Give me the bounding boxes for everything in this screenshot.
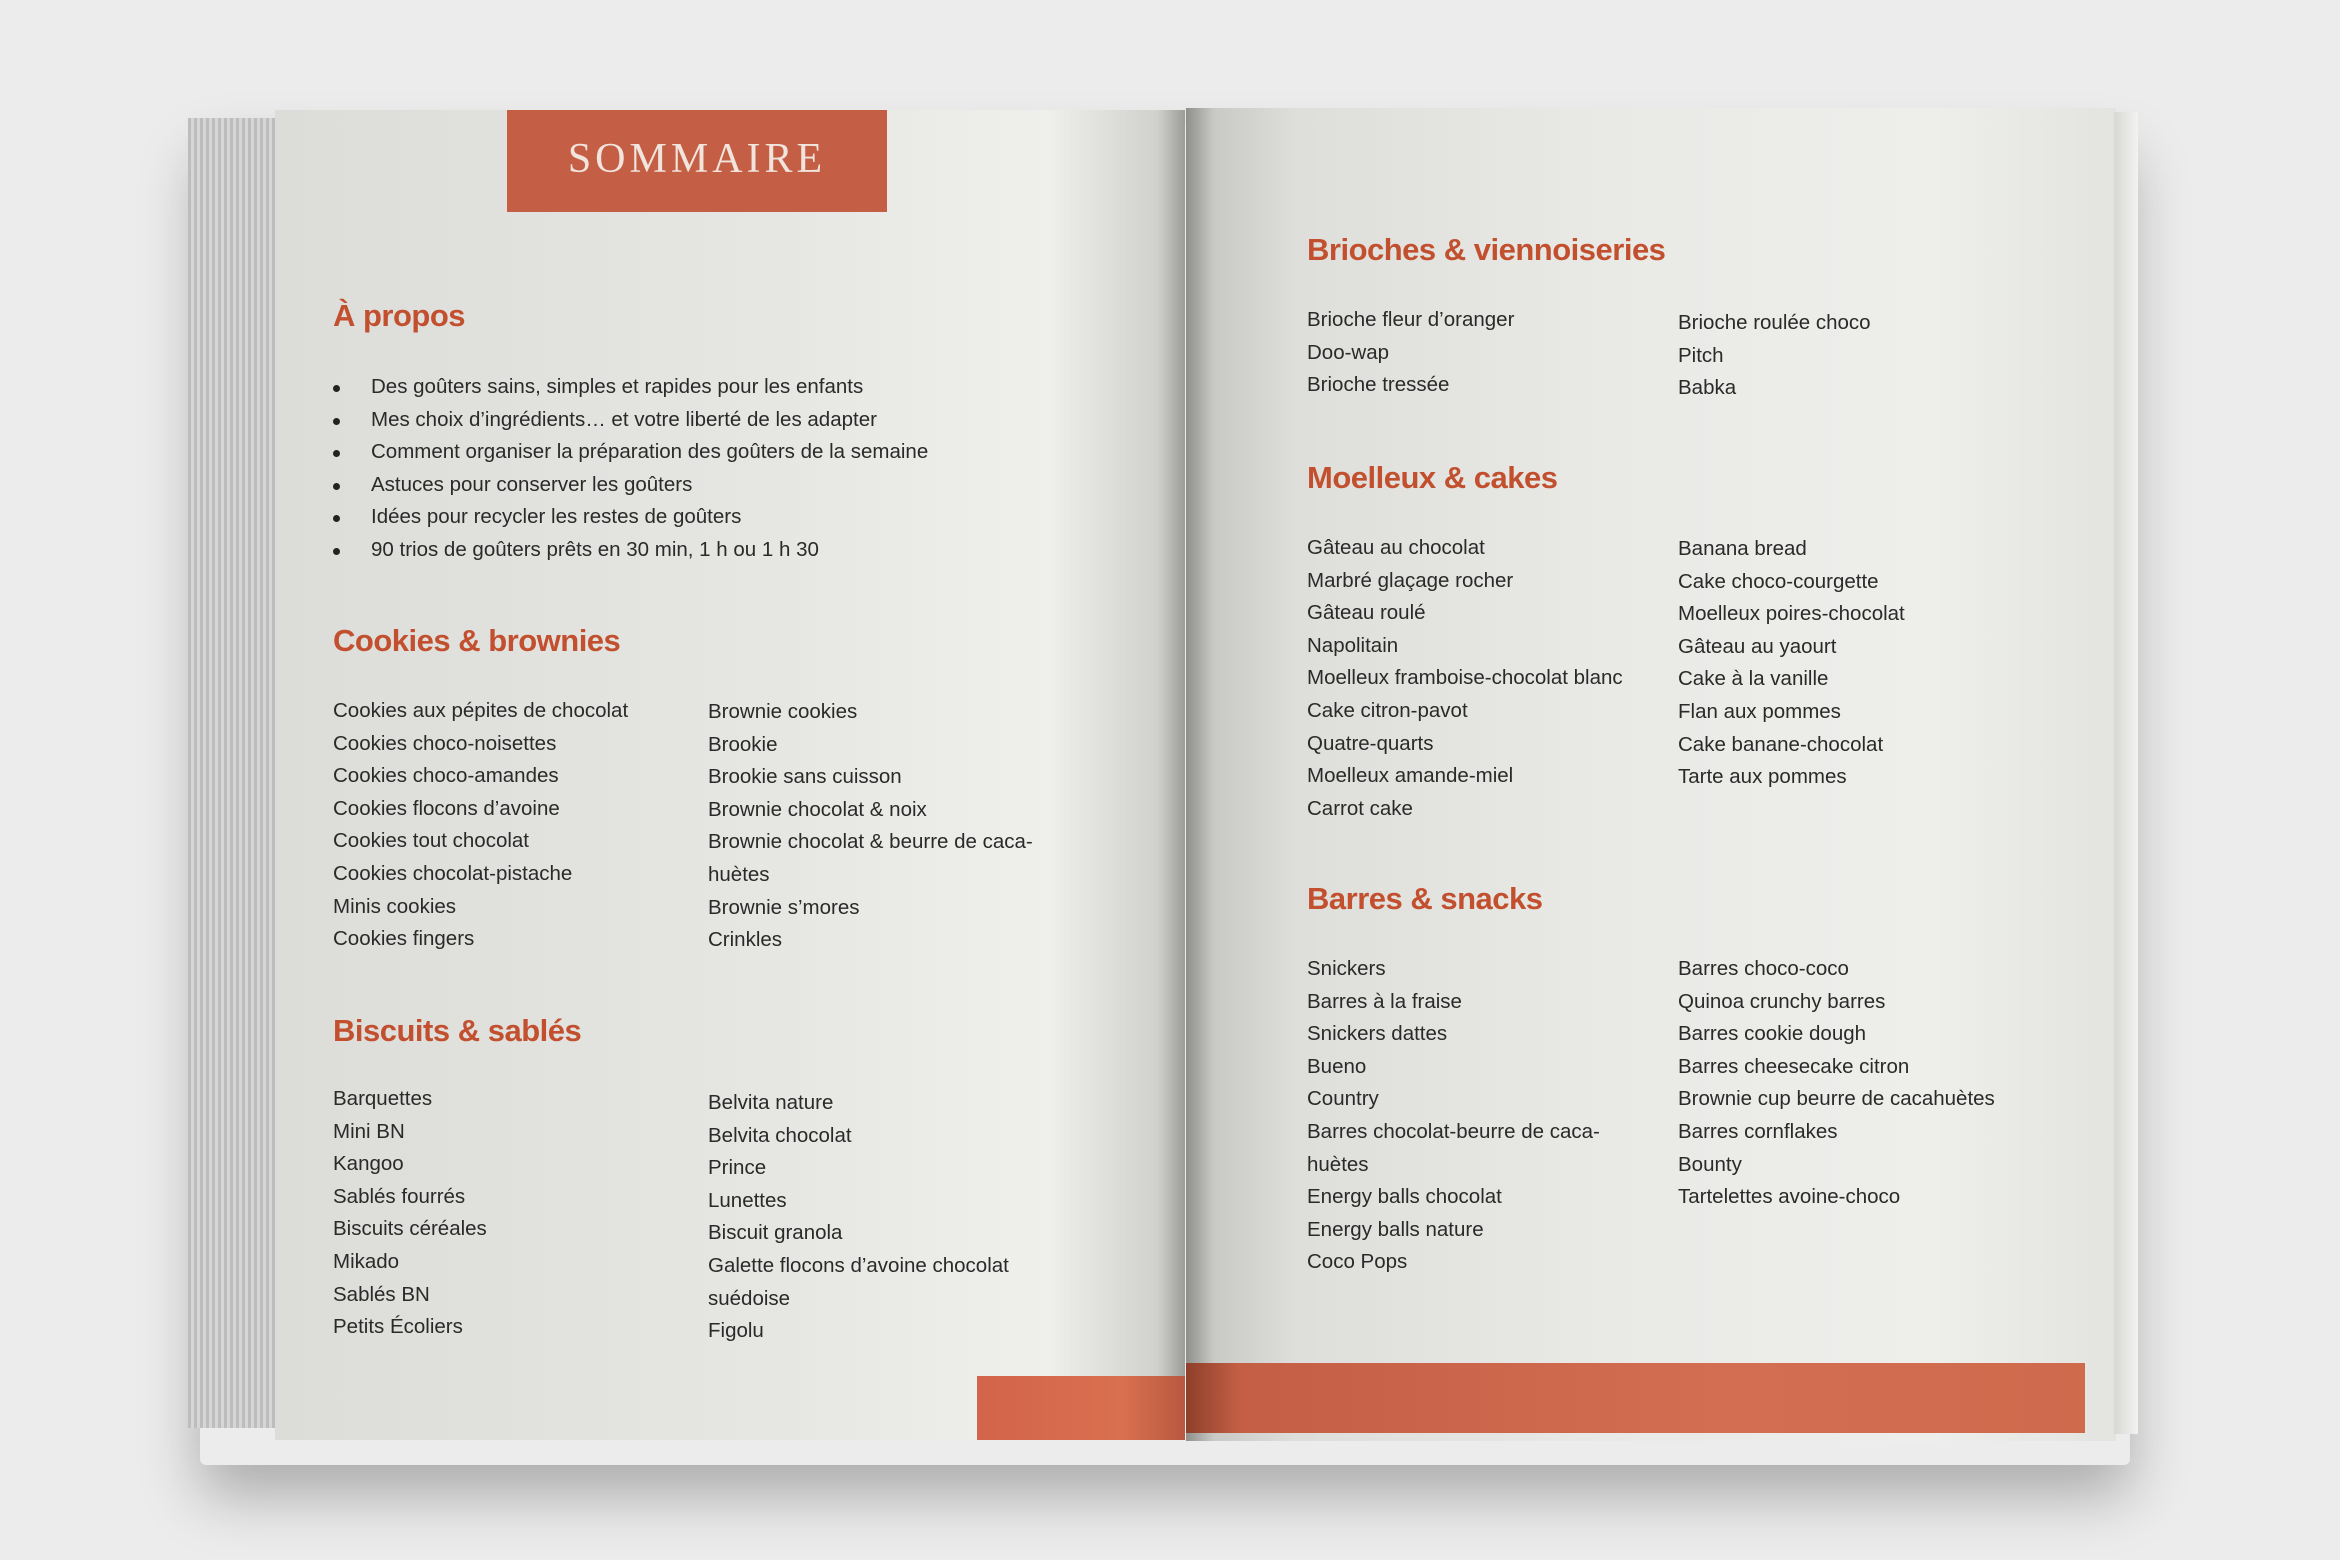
section-apropos — [333, 298, 465, 334]
list-item: Galette flocons d’avoine chocolat — [708, 1253, 1009, 1277]
list-item: Barres chocolat-beurre de caca- — [1307, 1119, 1600, 1143]
page-stack-edge — [188, 118, 288, 1428]
list-item: Moelleux poires-chocolat — [1678, 602, 1905, 626]
section-heading-brioches: Brioches & viennoiseries — [1307, 232, 1666, 267]
list-item: Barres cookie dough — [1678, 1022, 1867, 1046]
list-item: Cookies choco-noisettes — [333, 731, 557, 755]
list-item: Cake choco-courgette — [1678, 569, 1879, 593]
barres-col-2 — [1678, 957, 1995, 1218]
list-item: Banana bread — [1678, 537, 1807, 560]
list-item: Barquettes — [333, 1087, 433, 1110]
list-item: Cookies fingers — [333, 927, 475, 951]
list-item: Cookies flocons d’avoine — [333, 796, 560, 820]
list-item: Sablés fourrés — [333, 1184, 466, 1208]
list-item: Biscuits céréales — [333, 1217, 487, 1241]
list-item: Barres cornflakes — [1678, 1119, 1838, 1143]
list-item: Cake citron-pavot — [1307, 698, 1468, 722]
list-item: Brioche tressée — [1307, 373, 1450, 397]
list-item: Belvita nature — [708, 1091, 834, 1114]
list-item: Marbré glaçage rocher — [1307, 568, 1514, 592]
barres-col-1 — [1307, 957, 1600, 1283]
list-item: Astuces pour conserver les goûters — [333, 473, 928, 506]
section-cookies — [333, 623, 620, 659]
list-item: Cookies chocolat-pistache — [333, 861, 573, 885]
list-item: Brioche roulée choco — [1678, 311, 1871, 334]
section-heading-apropos: À propos — [333, 298, 466, 333]
list-item: Barres cheesecake citron — [1678, 1054, 1910, 1078]
list-item: Brioche fleur d’oranger — [1307, 308, 1515, 331]
cookies-col-1 — [333, 699, 628, 960]
list-item: Mes choix d’ingrédients… et votre liberté de les adapter — [333, 408, 928, 441]
list-item: Quinoa crunchy barres — [1678, 989, 1886, 1013]
section-barres — [1307, 881, 1543, 917]
section-heading-barres: Barres & snacks — [1307, 881, 1543, 916]
list-item: Cake banane-chocolat — [1678, 732, 1884, 756]
list-item: huètes — [708, 862, 770, 886]
list-item: Babka — [1678, 376, 1737, 400]
brioches-col-1 — [1307, 308, 1514, 406]
right-page — [1186, 108, 2116, 1441]
section-moelleux — [1307, 460, 1557, 496]
list-item: Snickers dattes — [1307, 1022, 1448, 1046]
list-item: Figolu — [708, 1319, 764, 1343]
right-page-edge — [2114, 112, 2138, 1434]
list-item: Snickers — [1307, 957, 1386, 980]
list-item: Energy balls nature — [1307, 1217, 1484, 1241]
list-item: Barres à la fraise — [1307, 989, 1462, 1013]
list-item: Coco Pops — [1307, 1250, 1408, 1274]
list-item: Tarte aux pommes — [1678, 765, 1847, 789]
list-item: Cookies aux pépites de chocolat — [333, 699, 629, 722]
cookies-col-2 — [708, 700, 1033, 961]
list-item: Brownie cookies — [708, 700, 858, 723]
list-item: Mini BN — [333, 1119, 405, 1143]
list-item: Tartelettes avoine-choco — [1678, 1185, 1901, 1209]
list-item: Carrot cake — [1307, 796, 1413, 820]
list-item: Biscuit granola — [708, 1221, 843, 1245]
list-item: Pitch — [1678, 343, 1724, 367]
list-item: Gâteau roulé — [1307, 601, 1426, 625]
list-item: Kangoo — [333, 1152, 404, 1176]
list-item: Gâteau au chocolat — [1307, 536, 1485, 559]
brioches-col-2 — [1678, 311, 1871, 409]
list-item: Comment organiser la préparation des goûters de la semaine — [333, 440, 928, 473]
list-item: Country — [1307, 1087, 1379, 1111]
footer-accent-bar — [1186, 1363, 2085, 1433]
moelleux-col-1 — [1307, 536, 1623, 829]
list-item: Lunettes — [708, 1188, 787, 1212]
list-item: Brownie chocolat & noix — [708, 797, 927, 821]
list-item: Doo-wap — [1307, 340, 1390, 364]
list-item: Flan aux pommes — [1678, 699, 1841, 723]
list-item: Energy balls chocolat — [1307, 1185, 1502, 1209]
apropos-list — [333, 375, 928, 571]
list-item: Moelleux amande-miel — [1307, 764, 1514, 788]
list-item: Minis cookies — [333, 894, 457, 918]
list-item: suédoise — [708, 1286, 791, 1310]
section-heading-cookies: Cookies & brownies — [333, 623, 621, 658]
list-item: Bounty — [1678, 1152, 1742, 1176]
section-heading-biscuits: Biscuits & sablés — [333, 1013, 582, 1048]
list-item: Quatre-quarts — [1307, 731, 1434, 755]
list-item: Brownie chocolat & beurre de caca- — [708, 830, 1033, 854]
list-item: Belvita chocolat — [708, 1123, 852, 1147]
moelleux-col-2 — [1678, 537, 1905, 798]
section-biscuits — [333, 1013, 581, 1049]
biscuits-col-1 — [333, 1087, 487, 1348]
list-item: Brookie sans cuisson — [708, 765, 902, 789]
list-item: Idées pour recycler les restes de goûters — [333, 505, 928, 538]
list-item: Prince — [708, 1156, 767, 1180]
left-page — [275, 110, 1185, 1440]
list-item: Gâteau au yaourt — [1678, 634, 1837, 658]
list-item: Sablés BN — [333, 1282, 430, 1306]
list-item: Barres choco-coco — [1678, 957, 1849, 980]
list-item: Brookie — [708, 732, 778, 756]
list-item: 90 trios de goûters prêts en 30 min, 1 h ou 1 h 30 — [333, 538, 928, 571]
title-banner — [507, 110, 887, 212]
list-item: Cookies tout chocolat — [333, 829, 530, 853]
page-title: SOMMAIRE — [567, 136, 827, 182]
list-item: huètes — [1307, 1152, 1369, 1176]
list-item: Cookies choco-amandes — [333, 764, 559, 788]
list-item: Brownie s’mores — [708, 895, 860, 919]
list-item: Napolitain — [1307, 633, 1399, 657]
list-item: Des goûters sains, simples et rapides pour les enfants — [333, 375, 928, 408]
list-item: Mikado — [333, 1249, 400, 1273]
list-item: Crinkles — [708, 928, 783, 952]
list-item: Cake à la vanille — [1678, 667, 1829, 691]
footer-accent-bar — [977, 1376, 1185, 1440]
section-heading-moelleux: Moelleux & cakes — [1307, 460, 1558, 495]
list-item: Moelleux framboise-chocolat blanc — [1307, 666, 1623, 690]
list-item: Petits Écoliers — [333, 1315, 463, 1339]
biscuits-col-2 — [708, 1091, 1009, 1352]
list-item: Bueno — [1307, 1054, 1367, 1078]
section-brioches — [1307, 232, 1665, 268]
list-item: Brownie cup beurre de cacahuètes — [1678, 1087, 1995, 1111]
